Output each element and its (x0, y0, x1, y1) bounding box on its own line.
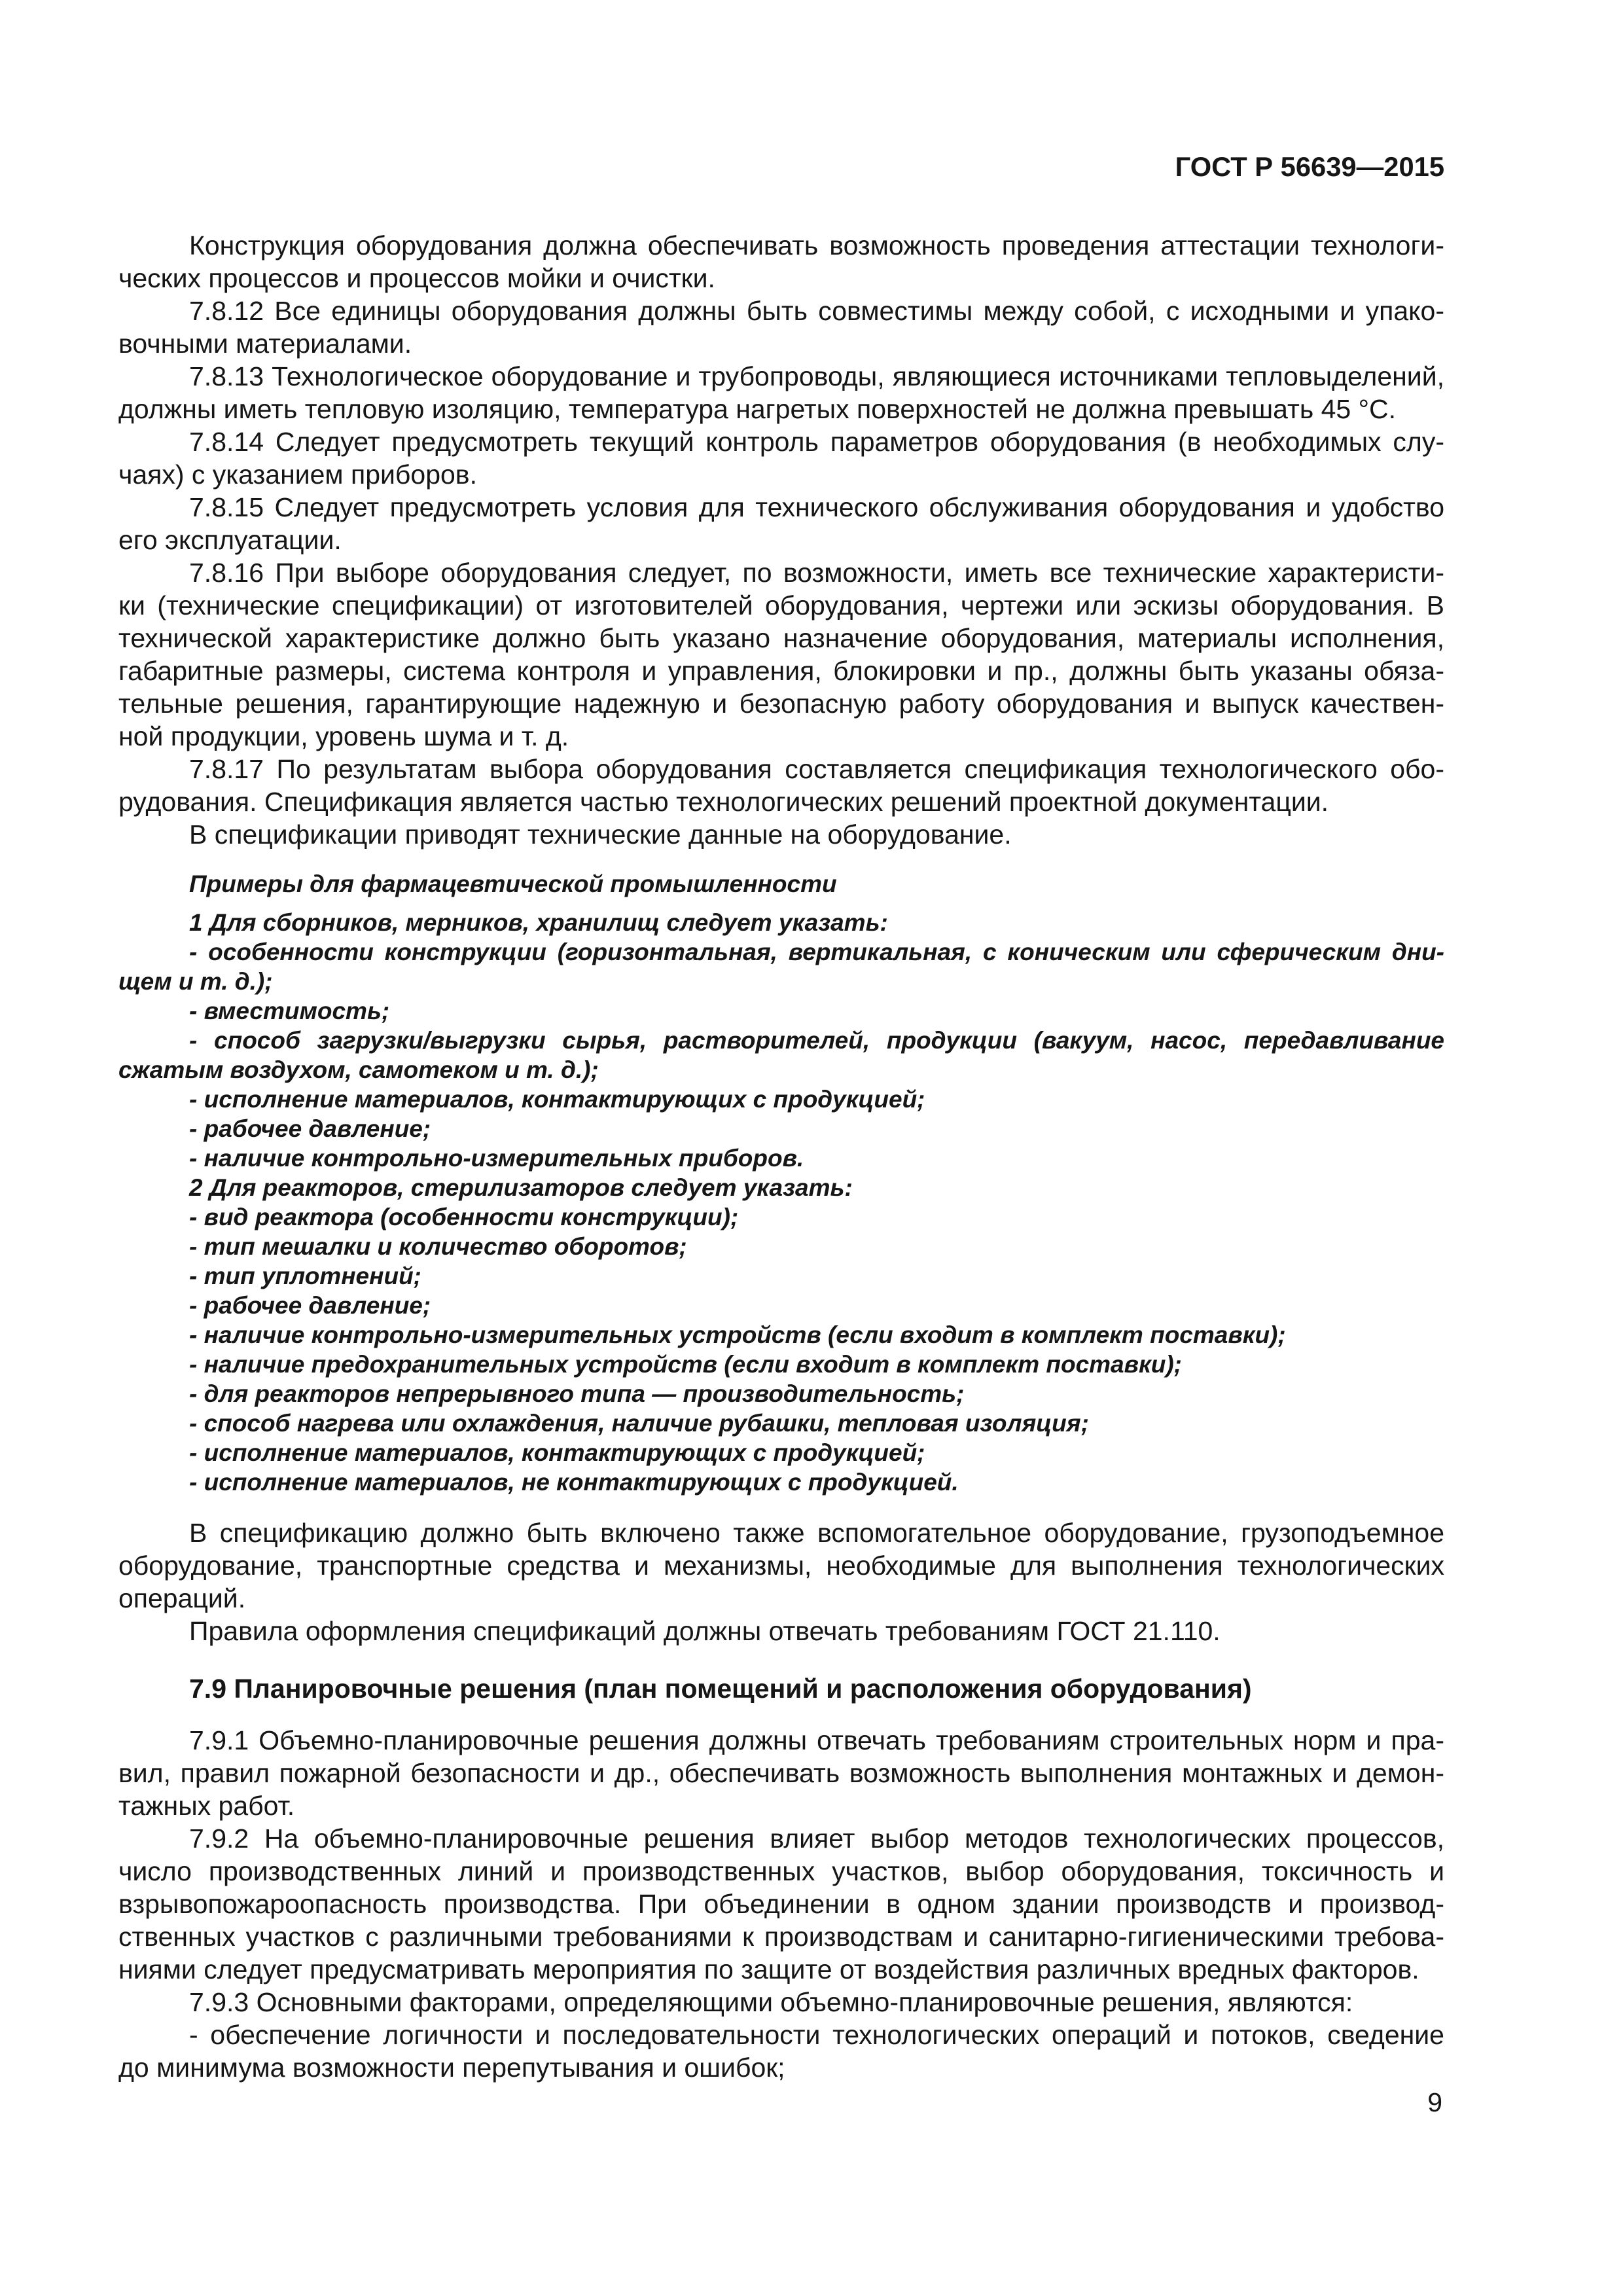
example-line: - наличие контрольно-измерительных устройств (если входит в комплект поставки); (189, 1321, 1286, 1348)
page-number: 9 (1427, 2087, 1442, 2117)
example-line: 2 Для реакторов, стерилизаторов следует указать: (189, 1174, 853, 1201)
text-line: взрывопожароопасность производства. При объединении в одном здании производств и производ- (118, 1889, 1444, 1919)
example-line: - вместимость; (189, 997, 390, 1024)
paragraph-7-8-13 (118, 360, 1444, 425)
text-line: ственных участков с различными требованиями к производствам и санитарно-гигиеническими требова- (118, 1922, 1444, 1952)
text-line: 7.9.3 Основными факторами, определяющими объемно-планировочные решения, являются: (189, 1987, 1353, 2017)
text-line: тажных работ. (118, 1791, 295, 1821)
example-line: 1 Для сборников, мерников, хранилищ следует указать: (189, 909, 888, 936)
text-line: ки (технические спецификации) от изготовителей оборудования, чертежи или эскизы оборудования. В (118, 590, 1444, 620)
text-line: чаях) с указанием приборов. (118, 459, 477, 490)
example-line: сжатым воздухом, самотеком и т. д.); (118, 1056, 599, 1083)
text-line: ниями следует предусматривать мероприятия по защите от воздействия различных вредных факторов. (118, 1954, 1419, 1984)
example-line: - способ нагрева или охлаждения, наличие рубашки, тепловая изоляция; (189, 1410, 1089, 1437)
example-line: - наличие контрольно-измерительных приборов. (189, 1145, 804, 1172)
example-line: - наличие предохранительных устройств (если входит в комплект поставки); (189, 1351, 1182, 1378)
document-designation: ГОСТ Р 56639—2015 (1175, 151, 1444, 182)
paragraph-7-9-1 (118, 1724, 1444, 1822)
text-line: 7.9.1 Объемно-планировочные решения должны отвечать требованиям строительных норм и пра- (189, 1725, 1444, 1755)
text-line: число производственных линий и производственных участков, выбор оборудования, токсичность и (118, 1856, 1444, 1886)
examples-title: Примеры для фармацевтической промышленности (189, 870, 837, 897)
section-heading-7-9: 7.9 Планировочные решения (план помещений и расположения оборудования) (189, 1674, 1252, 1704)
example-line: - исполнение материалов, не контактирующих с продукцией. (189, 1469, 959, 1496)
example-line: - рабочее давление; (189, 1115, 431, 1142)
paragraph-7-9-3 (118, 1986, 1444, 2018)
text-line: 7.8.16 При выборе оборудования следует, по возможности, иметь все технические характеристи- (189, 558, 1444, 588)
text-line: 7.8.12 Все единицы оборудования должны быть совместимы между собой, с исходными и упако- (189, 296, 1444, 326)
example-line: - исполнение материалов, контактирующих с продукцией; (189, 1439, 925, 1466)
example-line: щем и т. д.); (118, 968, 273, 995)
text-line: 7.9.2 На объемно-планировочные решения влияет выбор методов технологических процессов, (189, 1823, 1444, 1854)
example-line: - особенности конструкции (горизонтальная, вертикальная, с коническим или сферическим дни- (189, 939, 1444, 965)
page-body (118, 229, 1444, 2084)
paragraph-auxiliary-equipment (118, 1516, 1444, 1615)
example-line: - рабочее давление; (189, 1292, 431, 1319)
example-line: - способ загрузки/выгрузки сырья, растворителей, продукции (вакуум, насос, передавливание (189, 1027, 1444, 1054)
text-line: его эксплуатации. (118, 525, 342, 555)
text-line: до минимума возможности перепутывания и ошибок; (118, 2053, 785, 2083)
text-line: технической характеристике должно быть указано назначение оборудования, материалы исполнения, (118, 623, 1444, 653)
paragraph-specification-rules (118, 1615, 1444, 1647)
text-line: оборудование, транспортные средства и механизмы, необходимые для выполнения технологических (118, 1551, 1444, 1581)
text-line: габаритные размеры, система контроля и управления, блокировки и пр., должны быть указаны обяза- (118, 656, 1444, 686)
paragraph-equipment-construction (118, 229, 1444, 295)
text-line: 7.8.14 Следует предусмотреть текущий контроль параметров оборудования (в необходимых слу- (189, 427, 1444, 457)
text-line: ной продукции, уровень шума и т. д. (118, 721, 569, 751)
text-line: В спецификации приводят технические данные на оборудование. (189, 819, 1012, 850)
example-line: - тип мешалки и количество оборотов; (189, 1233, 687, 1260)
text-line: рудования. Спецификация является частью технологических решений проектной документации. (118, 787, 1329, 817)
paragraph-7-8-12 (118, 295, 1444, 360)
paragraph-7-9-2 (118, 1822, 1444, 1986)
text-line: операций. (118, 1583, 246, 1613)
text-line: вил, правил пожарной безопасности и др., обеспечивать возможность выполнения монтажных и демон- (118, 1758, 1444, 1788)
text-line: В спецификацию должно быть включено также вспомогательное оборудование, грузоподъемное (189, 1518, 1444, 1548)
paragraph-7-8-17 (118, 753, 1444, 818)
text-line: Правила оформления спецификаций должны отвечать требованиям ГОСТ 21.110. (189, 1616, 1221, 1646)
examples-note (118, 869, 1444, 1497)
paragraph-7-8-15 (118, 491, 1444, 556)
paragraph-7-8-14 (118, 425, 1444, 491)
example-line: - для реакторов непрерывного типа — производительность; (189, 1380, 965, 1407)
paragraph-7-8-16 (118, 556, 1444, 753)
text-line: тельные решения, гарантирующие надежную и безопасную работу оборудования и выпуск качествен- (118, 689, 1444, 719)
text-line: Конструкция оборудования должна обеспечивать возможность проведения аттестации технологи- (189, 230, 1444, 260)
text-line: 7.8.13 Технологическое оборудование и трубопроводы, являющиеся источниками тепловыделений, (189, 361, 1444, 391)
text-line: 7.8.17 По результатам выбора оборудования составляется спецификация технологического обо- (189, 754, 1444, 784)
text-line: 7.8.15 Следует предусмотреть условия для технического обслуживания оборудования и удобство (189, 492, 1444, 522)
text-line: вочными материалами. (118, 329, 412, 359)
example-line: - исполнение материалов, контактирующих с продукцией; (189, 1086, 925, 1113)
text-line: ческих процессов и процессов мойки и очистки. (118, 263, 715, 293)
paragraph-specification-data (118, 818, 1444, 851)
example-line: - вид реактора (особенности конструкции); (189, 1204, 739, 1230)
text-line: должны иметь тепловую изоляцию, температура нагретых поверхностей не должна превышать 45 °С. (118, 394, 1396, 424)
text-line: - обеспечение логичности и последовательности технологических операций и потоков, сведение (189, 2020, 1444, 2050)
list-item-operations-logic (118, 2018, 1444, 2084)
example-line: - тип уплотнений; (189, 1263, 421, 1289)
